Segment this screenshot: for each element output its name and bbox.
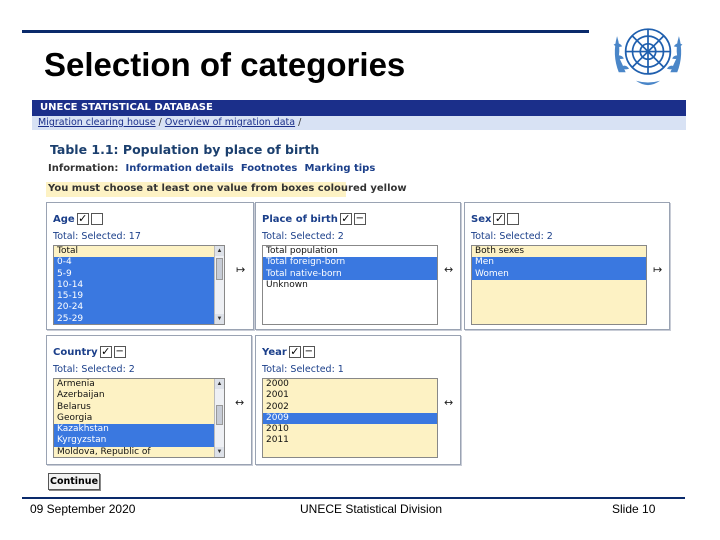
age-panel <box>46 202 254 330</box>
year-panel-header <box>262 344 315 360</box>
select-all-checkbox[interactable]: ✓ <box>101 345 111 358</box>
sex-selected-count: Total: Selected: 2 <box>471 231 553 242</box>
scroll-down-icon[interactable]: ▼ <box>216 316 223 322</box>
sex-panel-header <box>471 211 519 227</box>
list-item[interactable]: Kazakhstan <box>54 424 224 435</box>
age-selected-count: Total: Selected: 17 <box>53 231 141 242</box>
continue-button[interactable]: Continue <box>48 473 100 490</box>
age-scrollbar[interactable] <box>214 246 224 324</box>
list-item[interactable]: Total <box>57 246 79 256</box>
country-panel-header <box>53 344 126 360</box>
list-item[interactable]: Armenia <box>57 379 95 389</box>
list-item[interactable]: Belarus <box>57 401 91 412</box>
scroll-up-icon[interactable]: ▲ <box>216 248 223 254</box>
information-details-link[interactable]: Information details <box>125 163 234 174</box>
country-panel-title: Country <box>53 346 98 358</box>
scroll-up-icon[interactable]: ▲ <box>216 381 223 387</box>
country-panel <box>46 335 252 465</box>
breadcrumb-separator: / <box>158 117 162 128</box>
place-of-birth-listbox[interactable] <box>262 245 438 325</box>
age-panel-title: Age <box>53 213 75 225</box>
list-item[interactable]: 2010 <box>266 424 289 435</box>
list-item[interactable]: 5-9 <box>54 269 224 280</box>
footer-date: 09 September 2020 <box>30 502 136 516</box>
list-item[interactable]: Men <box>472 257 646 268</box>
country-selected-count: Total: Selected: 2 <box>53 364 135 375</box>
slide-title: Selection of categories <box>44 46 406 83</box>
list-item[interactable]: 2009 <box>263 413 437 424</box>
list-item[interactable]: Unknown <box>266 279 308 290</box>
un-emblem-icon <box>605 12 691 98</box>
footnotes-link[interactable]: Footnotes <box>240 163 298 174</box>
list-item[interactable]: Total foreign-born <box>263 257 437 268</box>
information-label: Information: <box>48 163 119 174</box>
list-item[interactable]: 15-19 <box>54 291 224 302</box>
year-selected-count: Total: Selected: 1 <box>262 364 344 375</box>
expand-listbox-icon[interactable]: ↦ <box>653 263 663 276</box>
list-item[interactable]: 2011 <box>266 435 289 446</box>
breadcrumb-migration-link[interactable]: Migration clearing house <box>38 117 156 128</box>
list-item[interactable]: Total native-born <box>263 269 437 280</box>
required-selection-warning: You must choose at least one value from boxes coloured yellow <box>46 182 346 197</box>
top-rule <box>22 30 589 33</box>
place-of-birth-selected-count: Total: Selected: 2 <box>262 231 344 242</box>
list-item[interactable]: 20-24 <box>54 302 224 313</box>
year-panel-title: Year <box>262 346 287 358</box>
footer-slide-number: Slide 10 <box>612 502 656 516</box>
marking-tips-link[interactable]: Marking tips <box>304 163 376 174</box>
select-all-checkbox[interactable]: ✓ <box>494 212 505 225</box>
scroll-down-icon[interactable]: ▼ <box>216 449 223 455</box>
list-item[interactable]: 2001 <box>266 390 289 401</box>
list-item[interactable]: Kyrgyzstan <box>54 435 224 446</box>
database-title-bar: UNECE STATISTICAL DATABASE <box>32 100 686 116</box>
sex-panel-title: Sex <box>471 213 492 225</box>
list-item[interactable]: 25-29 <box>54 314 224 325</box>
list-item[interactable]: 10-14 <box>54 280 224 291</box>
list-item[interactable]: 2000 <box>266 379 289 389</box>
list-item[interactable]: 2002 <box>266 401 289 412</box>
sex-panel <box>464 202 670 330</box>
list-item[interactable]: 0-4 <box>54 257 224 268</box>
age-listbox[interactable] <box>53 245 225 325</box>
deselect-all-checkbox[interactable] <box>507 213 519 225</box>
place-of-birth-panel-title: Place of birth <box>262 213 338 225</box>
bottom-rule <box>22 497 685 499</box>
deselect-all-checkbox[interactable]: − <box>304 346 313 357</box>
expand-listbox-icon[interactable]: ↔ <box>444 396 454 409</box>
deselect-all-checkbox[interactable]: − <box>115 346 124 357</box>
place-of-birth-panel-header <box>262 211 366 227</box>
information-row <box>48 163 375 174</box>
breadcrumb <box>32 116 686 130</box>
scroll-thumb[interactable] <box>216 258 223 280</box>
list-item[interactable]: Both sexes <box>475 246 525 256</box>
breadcrumb-overview-link[interactable]: Overview of migration data <box>164 117 296 128</box>
year-listbox[interactable] <box>262 378 438 458</box>
select-all-checkbox[interactable]: ✓ <box>341 212 351 225</box>
scroll-thumb[interactable] <box>216 405 223 425</box>
country-scrollbar[interactable] <box>214 379 224 457</box>
age-panel-header <box>53 211 103 227</box>
select-all-checkbox[interactable]: ✓ <box>78 212 88 225</box>
sex-listbox[interactable] <box>471 245 647 325</box>
place-of-birth-panel <box>255 202 461 330</box>
list-item[interactable]: Total population <box>266 246 338 256</box>
list-item[interactable]: Women <box>472 269 646 280</box>
deselect-all-checkbox[interactable] <box>91 213 103 225</box>
select-all-checkbox[interactable]: ✓ <box>290 345 300 358</box>
deselect-all-checkbox[interactable]: − <box>355 213 365 224</box>
list-item[interactable]: Moldova, Republic of <box>57 446 151 457</box>
list-item[interactable]: Azerbaijan <box>57 390 105 401</box>
country-listbox[interactable] <box>53 378 225 458</box>
list-item[interactable]: Georgia <box>57 412 93 423</box>
expand-listbox-icon[interactable]: ↔ <box>235 396 245 409</box>
year-panel <box>255 335 461 465</box>
table-title: Table 1.1: Population by place of birth <box>50 142 320 157</box>
expand-listbox-icon[interactable]: ↔ <box>444 263 454 276</box>
footer-organization: UNECE Statistical Division <box>300 502 443 516</box>
breadcrumb-separator: / <box>298 117 302 128</box>
database-screenshot <box>32 100 686 490</box>
expand-listbox-icon[interactable]: ↦ <box>236 263 246 276</box>
